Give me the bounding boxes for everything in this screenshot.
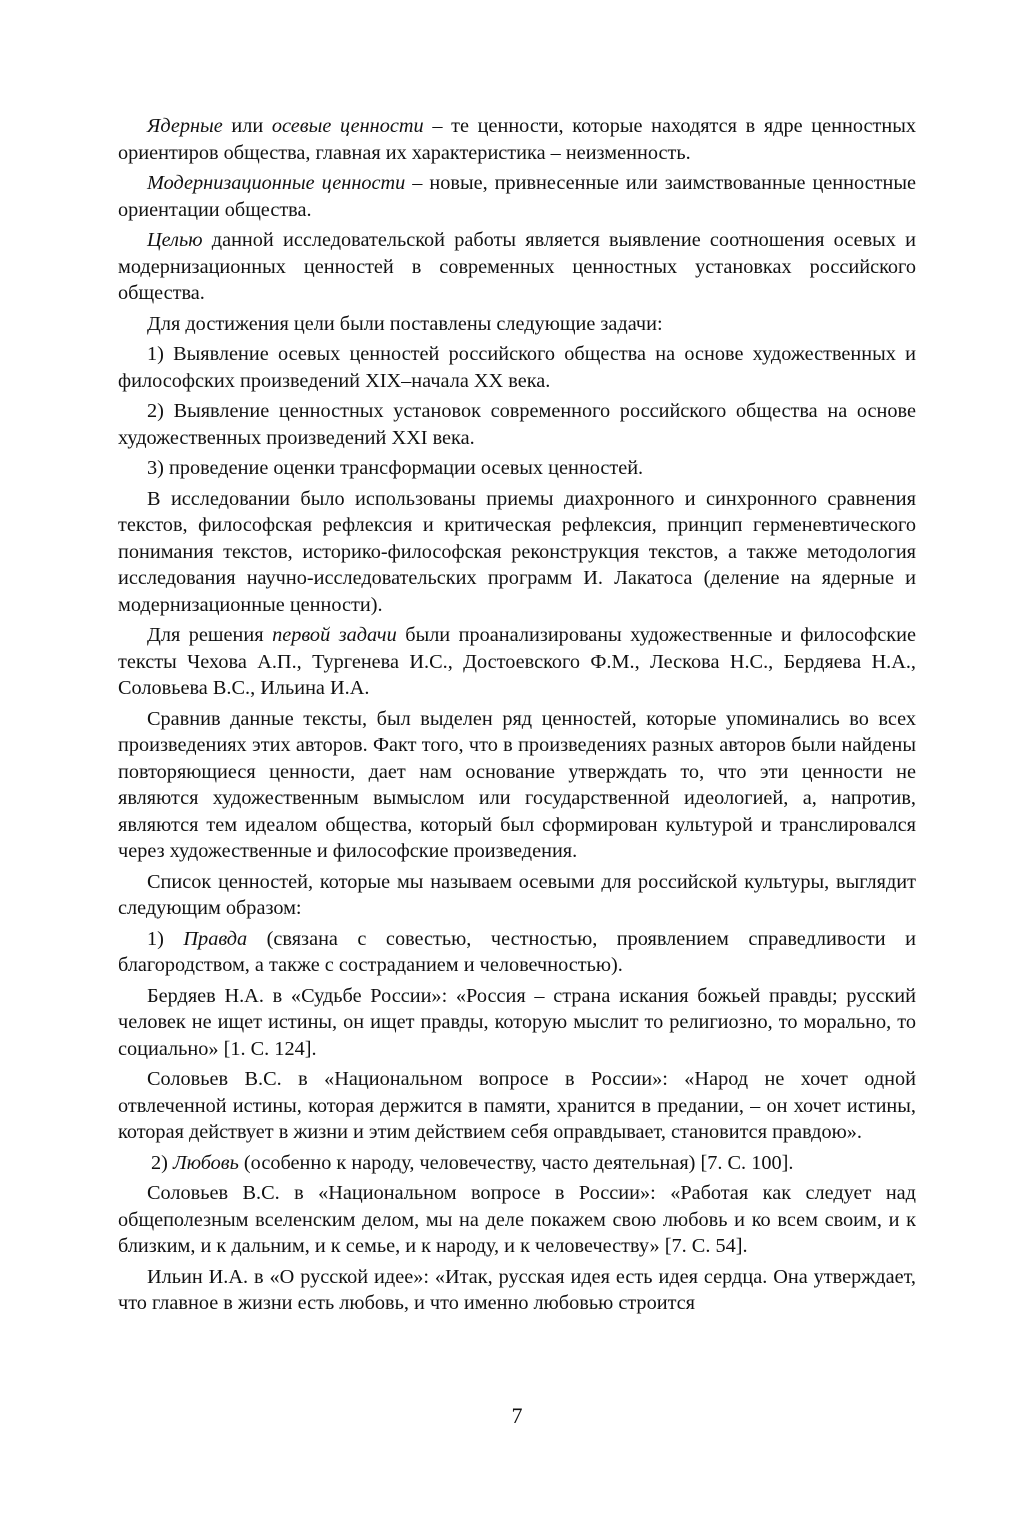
text-span: Сравнив данные тексты, был выделен ряд ценностей, которые упоминались во всех произведениях этих авторов. Факт того, что в произведениях разных авторов были найдены повторяющиеся ценности, дает нам основание утверждать то, что эти ценности не являются художественным вымыслом или государственной идеологией, а, напротив, являются тем идеалом общества, который был сформирован культурой и транслировался через художественные и философские произведения. (118, 707, 916, 862)
paragraph-berdyaev-quote (118, 983, 916, 1063)
text-span: 3) проведение оценки трансформации осевых ценностей. (147, 457, 644, 479)
term-love: Любовь (172, 1151, 239, 1174)
text-span: 1) Выявление осевых ценностей российского общества на основе художественных и философских произведений XIX–начала XX века. (118, 343, 916, 392)
text-span: – те ценности, которые находятся в ядре ценностных ориентиров общества, главная их характеристика – неизменность. (118, 115, 916, 164)
text-span: 1) (147, 927, 184, 950)
text-span: Соловьев В.С. в «Национальном вопросе в России»: «Народ не хочет одной отвлеченной истины, которая держится в памяти, хранится в предании, – он хочет истины, которая действует в жизни и этим действием себя оправдывает, становится правдою». (118, 1068, 916, 1143)
text-span: Ильин И.А. в «О русской идее»: «Итак, русская идея есть идея сердца. Она утверждает, что главное в жизни есть любовь, и что именно любовью строится (118, 1265, 916, 1314)
text-span: Для решения (147, 624, 273, 646)
text-span: 2) Выявление ценностных установок современного российского общества на основе художественных произведений XXI века. (118, 400, 916, 449)
text-span: данной исследовательской работы является выявление соотношения осевых и модернизационных ценностей в современных ценностных установках российского общества. (118, 229, 916, 304)
paragraph-goal (118, 227, 916, 307)
text-span: Соловьев В.С. в «Национальном вопросе в России»: «Работая как следует над общеполезным вселенским делом, мы на деле покажем свою любовь и ко всем своим, и к близким, и к дальним, и к семье, и к народу, и к человечеству» [7. С. 54]. (118, 1182, 916, 1257)
text-span: Список ценностей, которые мы называем осевыми для российской культуры, выглядит следующим образом: (118, 870, 916, 919)
text-span: или (222, 115, 272, 137)
paragraph-comparison (118, 706, 916, 865)
text-span: В исследовании было использованы приемы диахронного и синхронного сравнения текстов, философская рефлексия и критическая рефлексия, принцип герменевтического понимания текстов, историко-философская реконструкция текстов, а также методология исследования научно-исследовательских программ И. Лакатоса (деление на ядерные и модернизационные ценности). (118, 487, 916, 616)
paragraph-tasks-intro (118, 311, 916, 338)
paragraph-values-list-intro (118, 869, 916, 922)
term-first-task: первой задачи (272, 624, 397, 646)
text-span: Для достижения цели были поставлены следующие задачи: (147, 312, 663, 335)
paragraph-task-1 (118, 341, 916, 394)
text-span: были проанализированы художественные и философские тексты Чехова А.П., Тургенева И.С., Достоевского Ф.М., Лескова Н.С., Бердяева Н.А., Соловьева В.С., Ильина И.А. (118, 624, 916, 699)
paragraph-task-3 (118, 455, 916, 482)
paragraph-first-task (118, 622, 916, 702)
term-nuclear: Ядерные (147, 115, 223, 137)
paragraph-modernization-values (118, 170, 916, 223)
text-span: – новые, привнесенные или заимствованные ценностные ориентации общества. (118, 172, 916, 221)
term-truth: Правда (183, 927, 248, 950)
text-span: 2) (151, 1151, 173, 1174)
text-span: Бердяев Н.А. в «Судьбе России»: «Россия – страна искания божьей правды; русский человек не ищет истины, он ищет правды, которую мыслит то религиозно, то морально, то социально» [1. С. 124]. (118, 984, 916, 1060)
page-number: 7 (511, 1403, 523, 1428)
term-goal: Целью (147, 229, 203, 251)
paragraph-solovyov-quote-2 (118, 1180, 916, 1260)
paragraph-value-love (118, 1150, 916, 1177)
text-span: (связана с совестью, честностью, проявлением справедливости и благородством, а также с состраданием и человечностью). (118, 927, 917, 976)
paragraph-methods (118, 486, 916, 619)
paragraph-task-2 (118, 398, 916, 451)
term-modernization-values: Модернизационные ценности (147, 172, 406, 194)
paragraph-ilyin-quote (118, 1264, 916, 1317)
page-body (118, 113, 916, 1321)
text-span: (особенно к народу, человечеству, часто деятельная) [7. С. 100]. (238, 1151, 794, 1174)
paragraph-value-truth (118, 926, 916, 979)
term-axial-values: осевые ценности (271, 115, 424, 137)
paragraph-solovyov-quote-1 (118, 1066, 916, 1146)
paragraph-core-values-definition (118, 113, 916, 166)
